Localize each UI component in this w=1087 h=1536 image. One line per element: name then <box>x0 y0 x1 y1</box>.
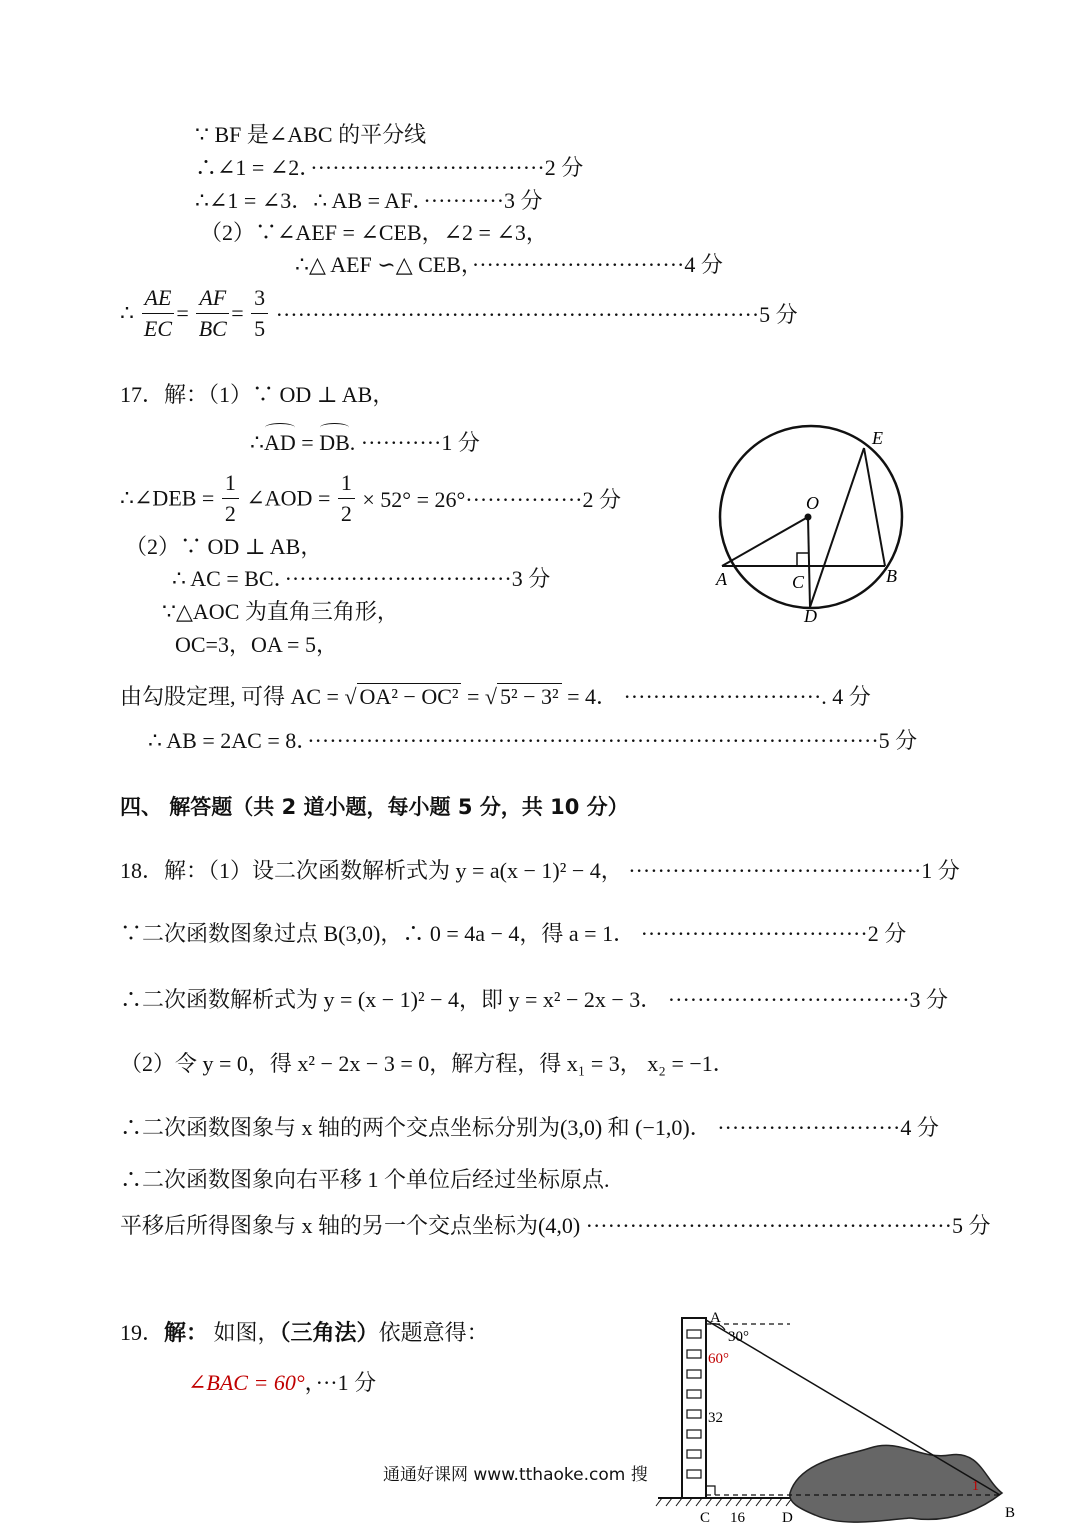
q17-line-4: （2）∵ OD ⊥ AB， <box>125 534 323 559</box>
q18-line-4: （2）令 y = 0，得 x² − 2x − 3 = 0，解方程，得 x₁ = 3， x₂ = −1． <box>120 1051 735 1076</box>
tower-figure <box>650 1310 1075 1536</box>
label-c: C <box>792 572 805 592</box>
label-b: B <box>886 566 897 586</box>
right-angle-mark <box>797 553 809 566</box>
q17-line-2: ∴AD = DB. ···········1 分 <box>250 428 480 458</box>
label-b-fig: B <box>1005 1505 1016 1521</box>
q17-line-3: ∴∠DEB = $\frac{1}{2}$ ∠AOD = $\frac{1}{2}$ × 52° = 26°················2 分 <box>120 468 621 529</box>
label-a: A <box>716 569 727 589</box>
angle-bac-red: ∠BAC = 60° <box>188 1370 305 1395</box>
q17-line-5: ∴ AC = BC．·······························3 分 <box>172 566 551 591</box>
ratio-line: ∴ $\frac{AE}{EC}$ = $\frac{AF}{BC}$ = $\frac{3}{5}$ ··································································5 分 <box>120 283 798 344</box>
fraction-3-5: $\frac{3}{5}$ <box>251 283 268 344</box>
tower <box>682 1318 706 1498</box>
q19-line-2: ∠BAC = 60°，···1 分 <box>188 1370 377 1395</box>
label-60: 60° <box>708 1351 729 1367</box>
label-1-fig: 1 <box>972 1479 979 1494</box>
q17-line-9: ∴ AB = 2AC = 8．··············································································5 分 <box>148 728 918 753</box>
tower-windows <box>687 1330 701 1478</box>
proof-line-1: ∵ BF 是∠ABC 的平分线 <box>195 122 427 147</box>
segment-oa <box>722 517 808 566</box>
q18-line-2: ∵二次函数图象过点 B(3,0)，∴ 0 = 4a − 4，得 a = 1． ·······························2 分 <box>120 921 907 946</box>
label-c-fig: C <box>700 1510 711 1526</box>
q17-line-6: ∵△AOC 为直角三角形， <box>162 599 399 624</box>
proof-line-5: ∴△ AEF ∽△ CEB，·····························4 分 <box>295 252 723 277</box>
q17-line-8: 由勾股定理, 可得 AC = √ OA² − OC² = √ 5² − 3² = 4． ···························. 4 分 <box>120 684 871 709</box>
sqrt-oa-oc: OA² − OC² <box>357 683 462 709</box>
label-30: 30° <box>728 1329 749 1345</box>
fraction-ae-ec: $\frac{AE}{EC}$ <box>142 283 175 344</box>
proof-line-2: ∴∠1 = ∠2．································2 分 <box>195 155 584 180</box>
footer-watermark: 通通好课网 www.tthaoke.com 搜 <box>383 1465 648 1485</box>
label-32: 32 <box>708 1410 723 1426</box>
fraction-af-bc: $\frac{AF}{BC}$ <box>196 283 229 344</box>
label-d-fig: D <box>782 1510 793 1526</box>
q17-line-1: 17．解：（1）∵ OD ⊥ AB， <box>120 382 395 407</box>
arc-db: DB <box>319 428 350 458</box>
fraction-half-2: $\frac{1}{2}$ <box>338 468 355 529</box>
lake <box>790 1445 1002 1522</box>
right-angle-c <box>706 1486 715 1495</box>
q18-line-3: ∴二次函数解析式为 y = (x − 1)² − 4，即 y = x² − 2x − 3． ·································3 分 <box>120 987 949 1012</box>
label-a-fig: A <box>710 1310 721 1326</box>
fraction-half-1: $\frac{1}{2}$ <box>222 468 239 529</box>
q18-line-6: ∴二次函数图象向右平移 1 个单位后经过坐标原点. <box>120 1167 610 1192</box>
q18-line-5: ∴二次函数图象与 x 轴的两个交点坐标分别为(3,0) 和 (−1,0)． ·························4 分 <box>120 1115 939 1140</box>
sqrt-5-3: 5² − 3² <box>497 683 562 709</box>
label-e: E <box>872 428 883 448</box>
proof-line-3: ∴∠1 = ∠3．∴ AB = AF．···········3 分 <box>195 188 543 213</box>
ground-hatch <box>656 1498 792 1506</box>
q17-line-7: OC=3，OA = 5， <box>175 632 338 657</box>
section-4-title: 四、 解答题（共 2 道小题，每小题 5 分，共 10 分） <box>120 795 629 819</box>
circle-figure <box>700 420 930 630</box>
segment-eb <box>864 448 885 566</box>
center-dot <box>805 514 812 521</box>
segment-de <box>810 448 864 607</box>
q18-line-7: 平移后所得图象与 x 轴的另一个交点坐标为(4,0) ··················································5 分 <box>120 1213 991 1238</box>
label-o: O <box>806 493 819 513</box>
q19-line-1: 19．解： 如图，（三角法）依题意得： <box>120 1320 489 1346</box>
arc-ad: AD <box>264 428 296 458</box>
proof-line-4: （2）∵∠AEF = ∠CEB，∠2 = ∠3， <box>200 220 548 245</box>
segment-od <box>808 517 810 607</box>
q18-line-1: 18．解：（1）设二次函数解析式为 y = a(x − 1)² − 4， ········································1 分 <box>120 858 960 883</box>
label-16: 16 <box>730 1510 745 1526</box>
label-d: D <box>804 606 817 626</box>
